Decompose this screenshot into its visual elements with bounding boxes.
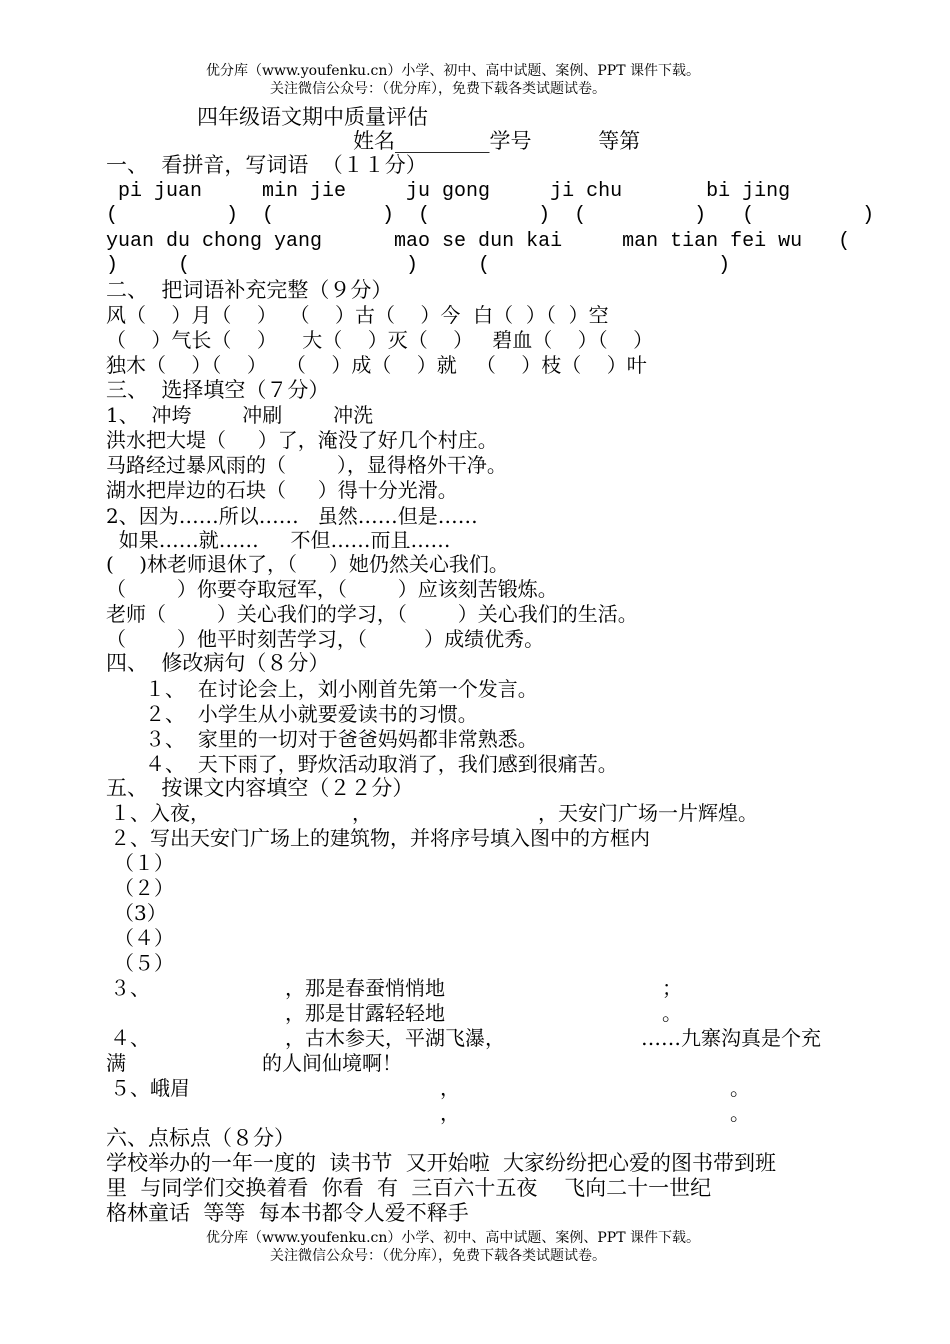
- idiom-row-3: 独木（ ）（ ） （ ）成（ ）就 （ ）枝（ ）叶: [106, 353, 647, 377]
- q5-2-item: （3）: [114, 901, 167, 925]
- q5-1-comma: ，: [352, 801, 372, 825]
- pinyin-row-1: pi juan min jie ju gong ji chu bi jing: [106, 180, 791, 203]
- q5-2-item: （４）: [114, 926, 174, 950]
- q3-2-options-1: 2、因为……所以…… 虽然……但是……: [106, 504, 478, 528]
- idiom-row-2: （ ）气长（ ） 大（ ）灭（ ） 碧血（ ）（ ）: [106, 328, 654, 352]
- section-6-heading: 六、点标点（８分）: [106, 1126, 295, 1150]
- section-3-heading: 三、 选择填空（７分）: [106, 378, 330, 402]
- q5-2-item: （２）: [114, 876, 174, 900]
- q3-1-sentence-b: 马路经过暴风雨的（ ），显得格外干净。: [106, 453, 507, 477]
- footer-line-2: 关注微信公众号：（优分库），免费下载各类试题试卷。: [270, 1248, 606, 1264]
- q5-3-line-2: ，那是甘露轻轻地: [285, 1001, 445, 1025]
- section-2-heading: 二、 把词语补充完整（９分）: [106, 278, 393, 302]
- section-4-heading: 四、 修改病句（８分）: [106, 651, 330, 675]
- pinyin-row-2: yuan du chong yang mao se dun kai man tian fei wu (: [106, 230, 851, 253]
- q5-5-period-1: 。: [730, 1076, 750, 1100]
- q5-5-comma-1: ，: [440, 1076, 460, 1100]
- q5-2-prompt: ２、写出天安门广场上的建筑物，并将序号填入图中的方框内: [110, 826, 650, 850]
- q5-5-comma-2: ，: [440, 1101, 460, 1125]
- q3-1-sentence-a: 洪水把大堤（ ）了，淹没了好几个村庄。: [106, 428, 498, 452]
- sentence-item: ３、 家里的一切对于爸爸妈妈都非常熟悉。: [145, 727, 538, 751]
- sentence-item: ２、 小学生从小就要爱读书的习惯。: [145, 702, 478, 726]
- q3-2-sentence-a: ( )林老师退休了，（ ）她仍然关心我们。: [106, 552, 509, 576]
- q5-5-start: ５、峨眉: [110, 1076, 190, 1100]
- q5-5-period-2: 。: [730, 1101, 750, 1125]
- section-1-heading: 一、 看拼音，写词语 （１１分）: [106, 153, 427, 177]
- q5-4-line2-start: 满: [106, 1051, 126, 1075]
- footer-line-1: 优分库（www.youfenku.cn）小学、初中、高中试题、案例、PPT 课件下载。: [206, 1230, 701, 1246]
- sentence-item: ４、 天下雨了，野炊活动取消了，我们感到很痛苦。: [145, 752, 618, 776]
- bracket-row-1: ( ) ( ) ( ) ( ) ( ): [106, 204, 875, 227]
- header-line-1: 优分库（www.youfenku.cn）小学、初中、高中试题、案例、PPT 课件下载。: [206, 63, 701, 79]
- q3-1-options: 1、 冲垮 冲刷 冲洗: [106, 403, 374, 427]
- q3-2-options-2: 如果……就…… 不但……而且……: [106, 528, 451, 552]
- q5-3-period: 。: [662, 1001, 682, 1025]
- q5-1-start: １、入夜，: [110, 801, 210, 825]
- punctuation-line-3: 格林童话 等等 每本书都令人爱不释手: [106, 1201, 469, 1225]
- q5-4-middle: ，古木参天，平湖飞瀑，: [285, 1026, 505, 1050]
- q3-2-sentence-b: （ ）你要夺取冠军，（ ）应该刻苦锻炼。: [106, 577, 558, 601]
- header-line-2: 关注微信公众号：（优分库），免费下载各类试题试卷。: [270, 81, 606, 97]
- page-title: 四年级语文期中质量评估: [197, 105, 428, 129]
- q5-2-item: （５）: [114, 951, 174, 975]
- q5-3-line-1: ，那是春蚕悄悄地: [285, 976, 445, 1000]
- q5-4-end: ……九寨沟真是个充: [641, 1026, 821, 1050]
- q3-2-sentence-d: （ ）他平时刻苦学习，（ ）成绩优秀。: [106, 627, 545, 651]
- punctuation-line-2: 里 与同学们交换着看 你看 有 三百六十五夜 飞向二十一世纪: [106, 1176, 712, 1200]
- idiom-row-1: 风（ ）月（ ） （ ）古（ ）今 白（ ）（ ）空: [106, 303, 609, 327]
- q5-4-line2-end: 的人间仙境啊！: [262, 1051, 402, 1075]
- q5-4-number: ４、: [110, 1026, 150, 1050]
- q5-1-end: ，天安门广场一片辉煌。: [538, 801, 758, 825]
- punctuation-line-1: 学校举办的一年一度的 读书节 又开始啦 大家纷纷把心爱的图书带到班: [106, 1151, 777, 1175]
- bracket-row-2: ) ( ) ( ): [106, 254, 731, 277]
- q5-3-number: ３、: [110, 976, 150, 1000]
- q5-2-item: （１）: [114, 851, 174, 875]
- q5-3-semicolon: ；: [662, 976, 682, 1000]
- student-info-line: 姓名_________学号 等第: [353, 129, 641, 153]
- section-5-heading: 五、 按课文内容填空（２２分）: [106, 776, 414, 800]
- q3-2-sentence-c: 老师（ ）关心我们的学习，（ ）关心我们的生活。: [106, 602, 638, 626]
- sentence-item: １、 在讨论会上，刘小刚首先第一个发言。: [145, 677, 538, 701]
- q3-1-sentence-c: 湖水把岸边的石块（ ）得十分光滑。: [106, 478, 458, 502]
